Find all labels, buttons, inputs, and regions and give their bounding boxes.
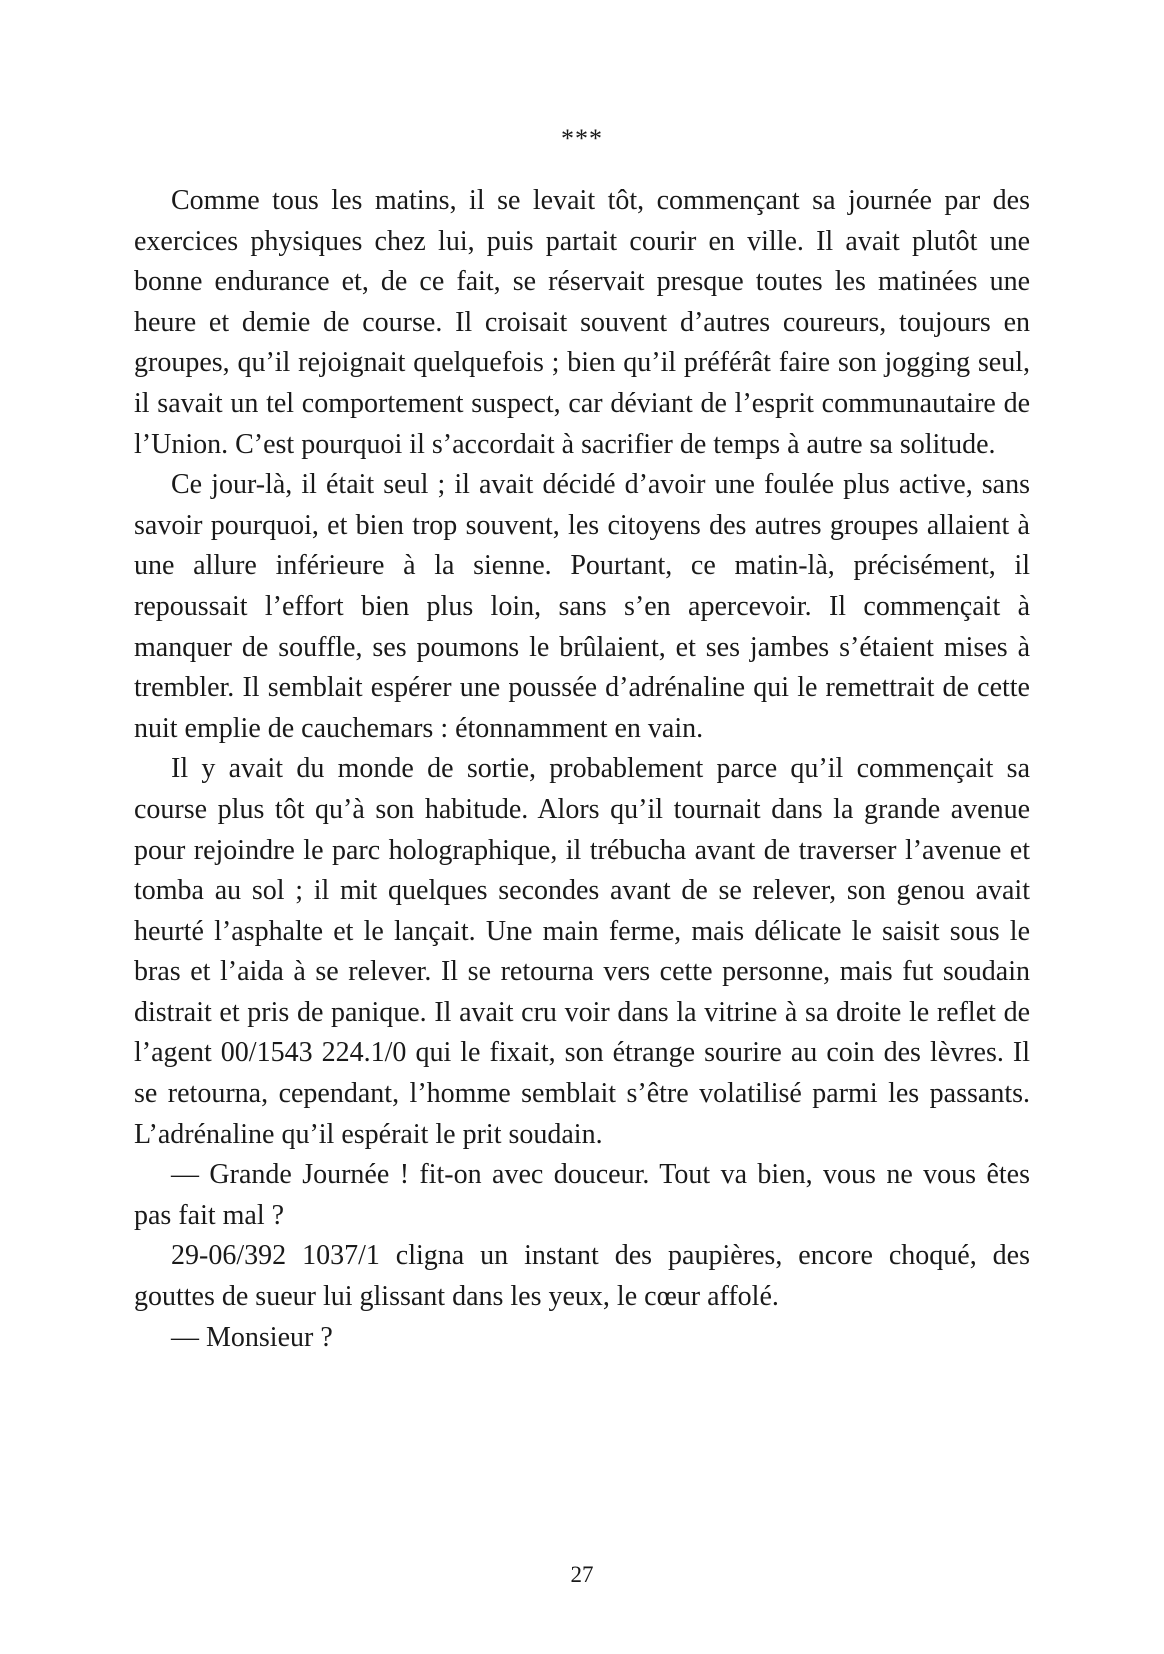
page-number: 27 [570,1562,594,1587]
section-separator: *** [561,124,603,153]
paragraph: Comme tous les matins, il se levait tôt, commençant sa journée par des exercices physiques chez lui, puis partait courir en ville. Il avait plutôt une bonne endurance et, de ce fait, se réservait presque toutes les matinées une heure et demie de course. Il croisait souvent d’autres coureurs, toujours en groupes, qu’il rejoignait quelquefois ; bien qu’il préférât faire son jogging seul, il savait un tel comportement suspect, car déviant de l’esprit communautaire de l’Union. C’est pourquoi il s’accordait à sacrifier de temps à autre sa solitude. [134,185,1030,460]
paragraph: Ce jour-là, il était seul ; il avait décidé d’avoir une foulée plus active, sans savoir pourquoi, et bien trop souvent, les citoyens des autres groupes allaient à une allure inférieure à la sienne. Pourtant, ce matin-là, précisément, il repoussait l’effort bien plus loin, sans s’en apercevoir. Il commençait à manquer de souffle, ses poumons le brûlaient, et ses jambes s’étaient mises à trembler. Il semblait espérer une poussée d’adrénaline qui le remettrait de cette nuit emplie de cauchemars : étonnamment en vain. [134,469,1030,744]
dialogue-line: — Grande Journée ! fit-on avec douceur. Tout va bien, vous ne vous êtes pas fait mal ? [134,1159,1030,1231]
body-text [134,181,1030,1358]
dialogue-line: — Monsieur ? [171,1321,333,1353]
paragraph: 29-06/392 1037/1 cligna un instant des paupières, encore choqué, des gouttes de sueur lui glissant dans les yeux, le cœur affolé. [134,1240,1030,1313]
paragraph: Il y avait du monde de sortie, probablement parce qu’il commençait sa course plus tôt qu’à son habitude. Alors qu’il tournait dans la grande avenue pour rejoindre le parc holographique, il trébucha avant de traverser l’avenue et tomba au sol ; il mit quelques secondes avant de se relever, son genou avait heurté l’asphalte et le lançait. Une main ferme, mais délicate le saisit sous le bras et l’aida à se relever. Il se retourna vers cette personne, mais fut soudain distrait et pris de panique. Il avait cru voir dans la vitrine à sa droite le reflet de l’agent 00/1543 224.1/0 qui le fixait, son étrange sourire au coin des lèvres. Il se retourna, cependant, l’homme semblait s’être volatilisé parmi les passants. L’adrénaline qu’il espérait le prit soudain. [134,753,1030,1150]
